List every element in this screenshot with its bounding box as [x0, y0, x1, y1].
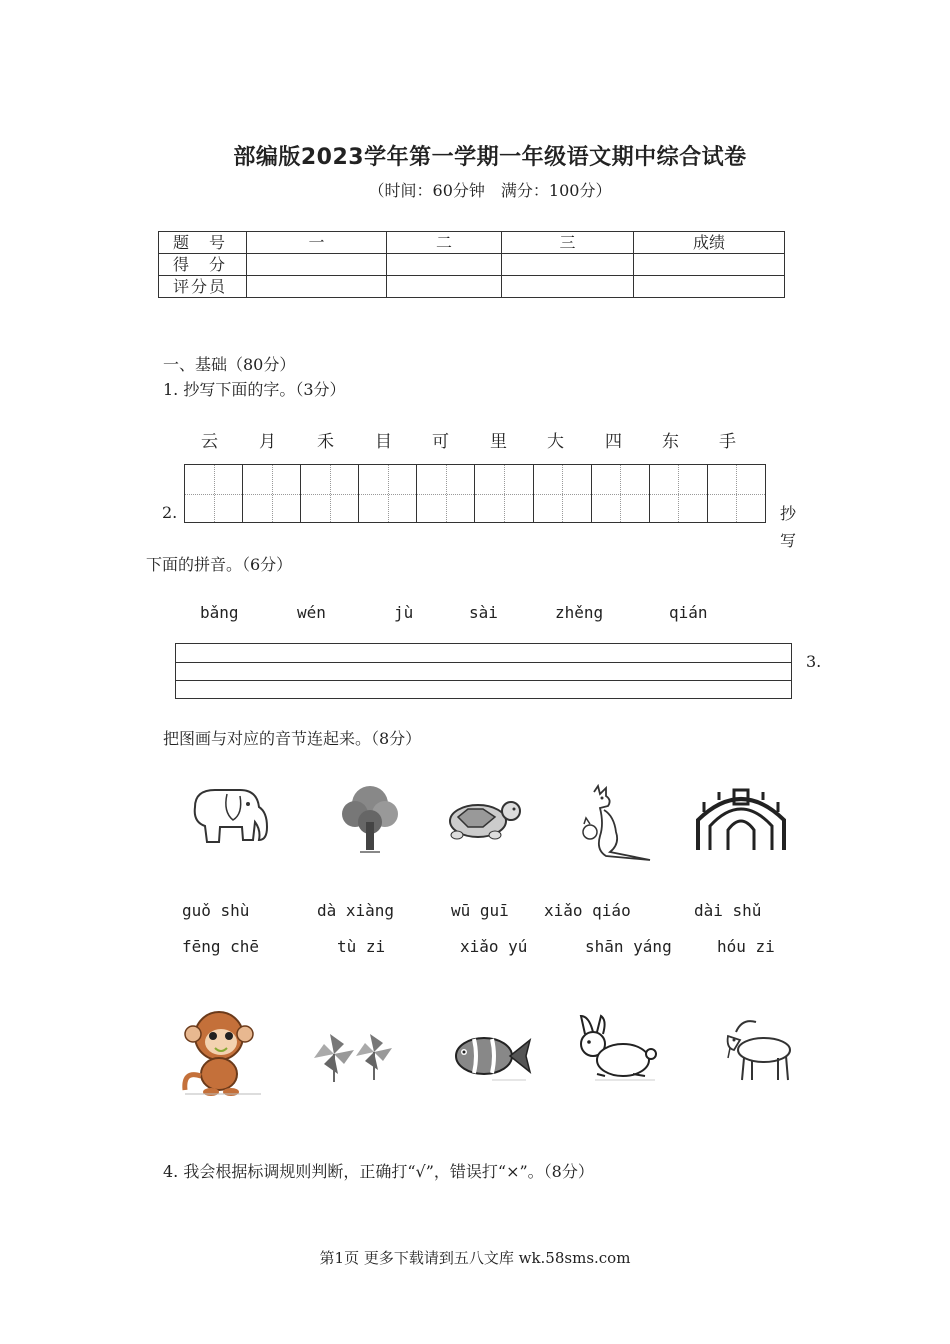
monkey-icon[interactable]: [175, 1004, 265, 1096]
page-footer: 第1页 更多下载请到五八文库 wk.58sms.com: [319, 1249, 631, 1267]
rabbit-icon[interactable]: [575, 1014, 659, 1084]
question-4-label: 4. 我会根据标调规则判断，正确打“√”，错误打“×”。（8分）: [163, 1162, 594, 1181]
pinyin-writing-lines[interactable]: [175, 643, 792, 699]
table-header-cell: 题 号: [159, 232, 247, 254]
turtle-icon[interactable]: [443, 795, 523, 845]
table-row: [159, 254, 785, 276]
table-cell[interactable]: [634, 254, 785, 276]
syllable[interactable]: wū guī: [451, 901, 509, 920]
pinyin-syllable: jù: [394, 603, 414, 622]
pinyin-syllable: zhěng: [555, 603, 604, 622]
character: 可: [432, 432, 449, 452]
table-cell[interactable]: [247, 254, 387, 276]
section-heading: 一、基础（80分）: [163, 355, 296, 374]
table-cell[interactable]: [634, 276, 785, 298]
kangaroo-icon[interactable]: [576, 784, 654, 864]
character: 大: [547, 432, 564, 452]
syllable[interactable]: xiǎo yú: [460, 937, 528, 956]
question-2-label-part: 写: [780, 531, 797, 550]
tree-icon[interactable]: [335, 782, 405, 854]
syllable[interactable]: fēng chē: [182, 937, 260, 956]
character: 里: [490, 432, 507, 452]
bridge-icon[interactable]: [694, 782, 788, 854]
elephant-icon[interactable]: [185, 782, 275, 852]
table-row: [159, 276, 785, 298]
character: 月: [259, 432, 276, 452]
question-2-label: 下面的拼音。（6分）: [146, 555, 293, 574]
page-subtitle: （时间：60分钟 满分：100分）: [368, 181, 612, 200]
table-cell[interactable]: [502, 254, 634, 276]
fish-icon[interactable]: [452, 1030, 532, 1082]
character: 四: [605, 432, 622, 452]
question-3-label: 把图画与对应的音节连起来。（8分）: [163, 729, 422, 748]
pinyin-syllable: bǎng: [200, 603, 239, 622]
table-header-cell: 成绩: [634, 232, 785, 254]
syllable[interactable]: tù zi: [337, 937, 386, 956]
syllable[interactable]: guǒ shù: [182, 901, 250, 920]
question-1-label: 1. 抄写下面的字。（3分）: [163, 380, 346, 399]
pinyin-syllable: wén: [297, 603, 326, 622]
syllable[interactable]: dài shǔ: [694, 901, 762, 920]
pinyin-syllable: sài: [469, 603, 498, 622]
score-table: [158, 231, 785, 298]
character: 禾: [317, 432, 334, 452]
table-cell[interactable]: [387, 254, 502, 276]
table-cell[interactable]: [247, 276, 387, 298]
character: 手: [719, 432, 736, 452]
table-header-cell: 二: [387, 232, 502, 254]
character: 目: [375, 432, 392, 452]
character: 云: [201, 432, 218, 452]
question-3-number: 3.: [806, 652, 822, 671]
pinyin-syllable: qián: [669, 603, 708, 622]
question-2-number: 2.: [162, 503, 178, 522]
page-title: 部编版2023学年第一学期一年级语文期中综合试卷: [233, 145, 747, 170]
syllable[interactable]: dà xiàng: [317, 901, 395, 920]
syllable[interactable]: shān yáng: [585, 937, 672, 956]
syllable[interactable]: xiǎo qiáo: [544, 901, 631, 920]
table-cell[interactable]: [502, 276, 634, 298]
goat-icon[interactable]: [722, 1018, 798, 1084]
pinwheel-icon[interactable]: [310, 1030, 398, 1082]
writing-grid[interactable]: [184, 464, 766, 523]
character-list: [0, 427, 950, 451]
table-row: [159, 232, 785, 254]
syllable[interactable]: hóu zi: [717, 937, 775, 956]
question-2-label-part: 抄: [780, 504, 797, 523]
pinyin-list: [0, 603, 950, 625]
syllable-row-1: [0, 901, 950, 923]
syllable-row-2: [0, 937, 950, 959]
table-cell[interactable]: [387, 276, 502, 298]
table-header-cell: 一: [247, 232, 387, 254]
table-row-label: 得 分: [159, 254, 247, 276]
table-row-label: 评分员: [159, 276, 247, 298]
character: 东: [662, 432, 679, 452]
table-header-cell: 三: [502, 232, 634, 254]
